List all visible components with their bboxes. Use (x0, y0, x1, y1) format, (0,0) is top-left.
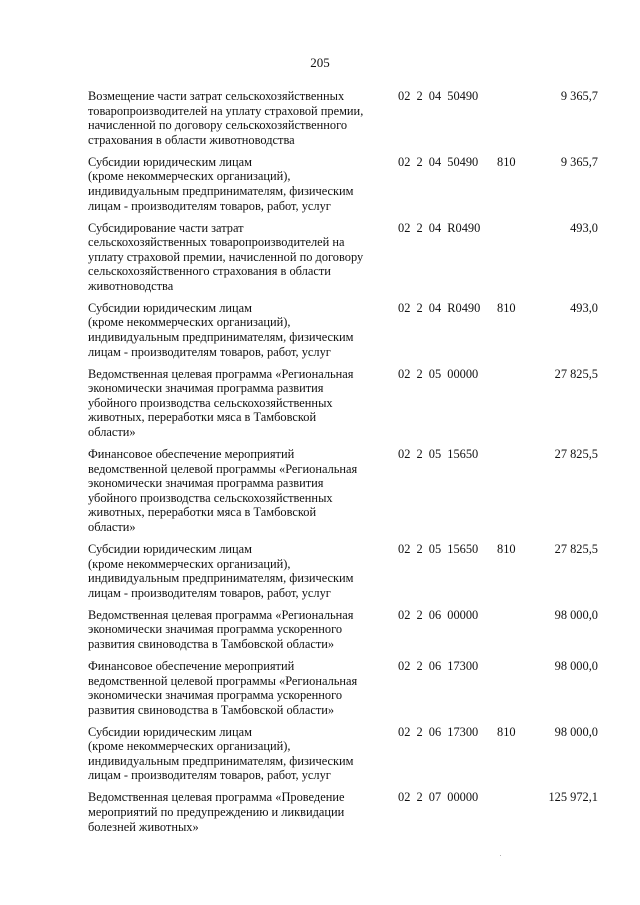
table-row (88, 725, 600, 783)
table-row (88, 301, 600, 359)
row-amount: 98 000,0 (554, 607, 598, 622)
row-kind: 810 (497, 724, 516, 739)
row-description: Субсидии юридическим лицам (кроме некоммерческих организаций), индивидуальным предпринимателям, физическим лицам - производителям товаров, работ, услуг (88, 300, 354, 359)
table-row (88, 542, 600, 600)
row-amount: 125 972,1 (548, 790, 598, 805)
row-code: 02 2 04 50490 (398, 154, 479, 169)
table-row (88, 367, 600, 440)
budget-table (88, 89, 600, 842)
table-row (88, 790, 600, 834)
table-row (88, 608, 600, 652)
row-description: Ведомственная целевая программа «Региональная экономически значимая программа развития убойного производства сельскохозяйственных животных, переработки мяса в Тамбовской области» (88, 366, 354, 440)
row-amount: 27 825,5 (554, 541, 598, 556)
row-description: Субсидии юридическим лицам (кроме некоммерческих организаций), индивидуальным предпринимателям, физическим лицам - производителям товаров, работ, услуг (88, 724, 354, 783)
table-row (88, 447, 600, 535)
row-description: Финансовое обеспечение мероприятий ведомственной целевой программы «Региональная экономически значимая программа развития убойного производства сельскохозяйственных животных, переработки мяса в Тамбовской области» (88, 447, 358, 534)
row-amount: 9 365,7 (560, 154, 598, 169)
row-code: 02 2 05 15650 (398, 447, 479, 462)
row-code: 02 2 06 17300 (398, 724, 479, 739)
row-description: Возмещение части затрат сельскохозяйственных товаропроизводителей на уплату страховой премии, начисленной по договору сельскохозяйственного страхования в области животноводства (88, 89, 364, 147)
row-code: 02 2 04 50490 (398, 89, 479, 103)
row-description: Ведомственная целевая программа «Проведение мероприятий по предупреждению и ликвидации болезней животных» (88, 790, 345, 834)
row-amount: 27 825,5 (554, 366, 598, 381)
row-amount: 493,0 (570, 300, 598, 315)
row-code: 02 2 07 00000 (398, 790, 479, 805)
row-code: 02 2 04 R0490 (398, 220, 481, 235)
table-row (88, 659, 600, 717)
row-description: Субсидирование части затрат сельскохозяйственных товаропроизводителей на уплату страховой премии, начисленной по договору сельскохозяйственного страхования в области животноводства (88, 220, 364, 293)
row-code: 02 2 05 00000 (398, 366, 479, 381)
row-amount: 9 365,7 (560, 89, 598, 103)
table-row (88, 221, 600, 294)
row-kind: 810 (497, 300, 516, 315)
scan-speck (500, 855, 501, 856)
row-kind: 810 (497, 154, 516, 169)
row-description: Субсидии юридическим лицам (кроме некоммерческих организаций), индивидуальным предпринимателям, физическим лицам - производителям товаров, работ, услуг (88, 154, 354, 213)
row-kind: 810 (497, 541, 516, 556)
table-row (88, 89, 600, 147)
row-description: Субсидии юридическим лицам (кроме некоммерческих организаций), индивидуальным предпринимателям, физическим лицам - производителям товаров, работ, услуг (88, 541, 354, 600)
table-row (88, 155, 600, 213)
row-code: 02 2 05 15650 (398, 541, 479, 556)
page-number: 205 (310, 55, 330, 70)
row-description: Ведомственная целевая программа «Региональная экономически значимая программа ускоренного развития свиноводства в Тамбовской области» (88, 607, 354, 651)
row-amount: 493,0 (570, 220, 598, 235)
row-code: 02 2 04 R0490 (398, 300, 481, 315)
row-amount: 98 000,0 (554, 658, 598, 673)
row-amount: 98 000,0 (554, 724, 598, 739)
row-code: 02 2 06 17300 (398, 658, 479, 673)
row-code: 02 2 06 00000 (398, 607, 479, 622)
row-amount: 27 825,5 (554, 447, 598, 462)
row-description: Финансовое обеспечение мероприятий ведомственной целевой программы «Региональная экономически значимая программа ускоренного развития свиноводства в Тамбовской области» (88, 658, 358, 717)
